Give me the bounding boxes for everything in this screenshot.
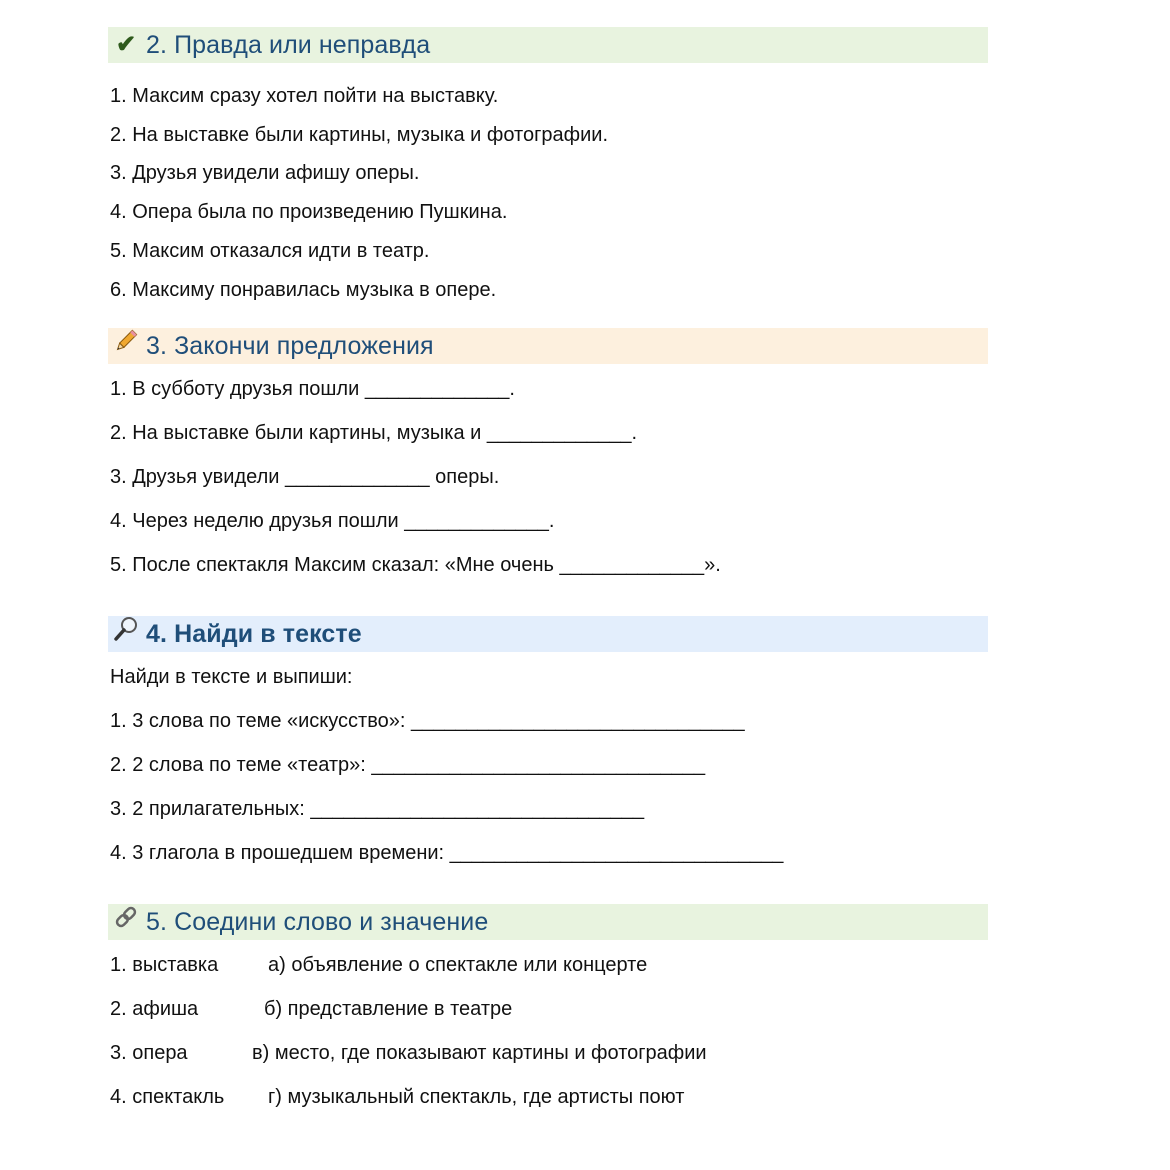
list-item: 5. Максим отказался идти в театр. <box>110 240 430 262</box>
section-5-heading <box>108 904 988 940</box>
section-2-title: 2. Правда или неправда <box>146 31 431 59</box>
list-item: 2. На выставке были картины, музыка и _____________. <box>110 422 638 444</box>
check-icon: ✔ <box>115 31 137 58</box>
link-icon <box>110 903 142 942</box>
section-4-intro: Найди в тексте и выпиши: <box>110 666 353 688</box>
section-4-heading <box>108 616 988 652</box>
list-item: 4. Опера была по произведению Пушкина. <box>110 201 508 223</box>
list-item: 2. На выставке были картины, музыка и фотографии. <box>110 124 608 146</box>
section-4-title: 4. Найди в тексте <box>146 620 362 648</box>
list-item: 3. 2 прилагательных: ______________________________ <box>110 798 645 820</box>
list-item: 6. Максиму понравилась музыка в опере. <box>110 279 497 301</box>
list-item: 3. Друзья увидели афишу оперы. <box>110 162 420 184</box>
list-item: 2. 2 слова по теме «театр»: ______________________________ <box>110 754 706 776</box>
list-item: 4. Через неделю друзья пошли _____________. <box>110 510 555 532</box>
section-3-title: 3. Закончи предложения <box>146 332 434 360</box>
pencil-icon <box>110 327 142 366</box>
list-item: 3. Друзья увидели _____________ оперы. <box>110 466 500 488</box>
match-definition: в) место, где показывают картины и фотографии <box>252 1042 707 1064</box>
match-definition: г) музыкальный спектакль, где артисты поют <box>268 1086 685 1108</box>
list-item: 1. Максим сразу хотел пойти на выставку. <box>110 85 499 107</box>
list-item: 4. 3 глагола в прошедшем времени: ______________________________ <box>110 842 784 864</box>
match-word: 2. афиша <box>110 998 199 1020</box>
match-definition: а) объявление о спектакле или концерте <box>268 954 648 976</box>
list-item: 5. После спектакля Максим сказал: «Мне очень _____________». <box>110 554 721 576</box>
match-word: 3. опера <box>110 1042 188 1064</box>
list-item: 1. 3 слова по теме «искусство»: ______________________________ <box>110 710 745 732</box>
magnifier-icon <box>110 615 142 654</box>
match-word: 4. спектакль <box>110 1086 225 1108</box>
section-2-heading <box>108 27 988 63</box>
section-5-title: 5. Соедини слово и значение <box>146 908 489 936</box>
list-item: 1. В субботу друзья пошли _____________. <box>110 378 515 400</box>
match-word: 1. выставка <box>110 954 219 976</box>
section-3-heading <box>108 328 988 364</box>
match-definition: б) представление в театре <box>264 998 513 1020</box>
